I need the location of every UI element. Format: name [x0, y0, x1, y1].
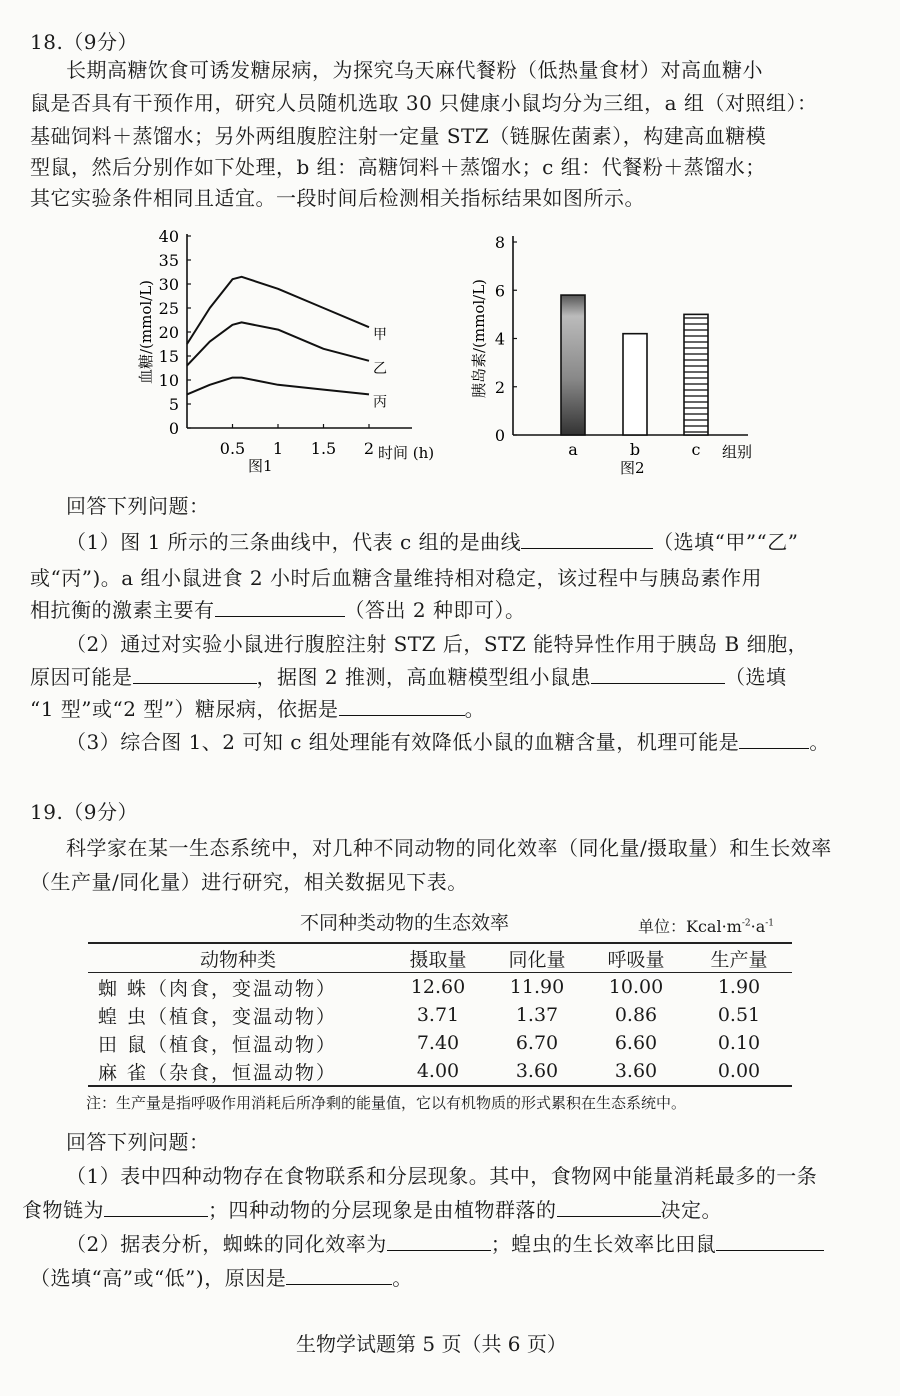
q18-sub2-text: （选填 — [724, 665, 787, 689]
q18-intro-line: 基础饲料＋蒸馏水；另外两组腹腔注射一定量 STZ（链脲佐菌素），构建高血糖模 — [30, 124, 767, 148]
column-header: 动物种类 — [199, 948, 276, 971]
q19-intro-line: 科学家在某一生态系统中，对几种不同动物的同化效率（同化量/摄取量）和生长效率 — [66, 836, 832, 860]
unit-exponent: -2 — [741, 918, 751, 929]
table-cell: 10.00 — [608, 976, 664, 998]
table-cell: 0.86 — [614, 1004, 658, 1026]
question-18-number: 18.（9分） — [30, 30, 139, 54]
table-cell: 6.70 — [515, 1032, 559, 1054]
q19-sub1-text: 食物链为 — [22, 1198, 104, 1222]
q19-answer-prompt: 回答下列问题： — [66, 1130, 210, 1154]
q18-sub1-text: 相抗衡的激素主要有 — [30, 598, 215, 622]
q18-sub2-line1: （2）通过对实验小鼠进行腹腔注射 STZ 后，STZ 能特异性作用于胰岛 B 细胞， — [66, 632, 809, 656]
y-tick-label: 10 — [158, 371, 179, 390]
bar-a — [561, 295, 585, 435]
x-tick-label: c — [691, 440, 701, 459]
answer-blank[interactable] — [133, 665, 257, 684]
table-cell: 蜘 蛛（肉食，变温动物） — [98, 977, 338, 1000]
table-cell: 3.60 — [614, 1060, 658, 1082]
y-tick-label: 20 — [158, 323, 179, 342]
q18-intro-line: 其它实验条件相同且适宜。一段时间后检测相关指标结果如图所示。 — [30, 186, 645, 210]
q19-sub2-line1 — [66, 1232, 824, 1256]
q18-sub1-line1 — [66, 530, 799, 554]
bar-c — [684, 314, 708, 435]
table-cell: 11.90 — [509, 976, 565, 998]
q18-sub1-text: （1）图 1 所示的三条曲线中，代表 c 组的是曲线 — [66, 530, 522, 554]
q19-sub2-line2 — [30, 1266, 413, 1290]
series-label: 丙 — [373, 394, 387, 411]
y-tick-label: 40 — [158, 227, 179, 246]
answer-blank[interactable] — [387, 1232, 491, 1251]
y-tick-label: 0 — [168, 419, 179, 438]
table-row — [88, 1057, 792, 1086]
y-tick-label: 4 — [494, 329, 505, 349]
figure-2-bar-chart — [460, 225, 780, 480]
q19-sub2-text: ；蝗虫的生长效率比田鼠 — [490, 1232, 717, 1256]
unit-text: 单位：Kcal·m — [638, 917, 742, 936]
q18-sub1-text: （选填“甲”“乙” — [653, 530, 799, 554]
bar-b — [623, 334, 647, 435]
table-cell: 4.00 — [416, 1060, 460, 1082]
x-tick-label: b — [629, 440, 641, 459]
table-cell: 0.51 — [717, 1004, 761, 1026]
table-cell: 6.60 — [614, 1032, 658, 1054]
x-tick-label: 2 — [363, 439, 375, 458]
q18-answer-prompt: 回答下列问题： — [66, 494, 210, 518]
answer-blank[interactable] — [215, 598, 345, 617]
y-tick-label: 8 — [494, 233, 505, 252]
column-header: 生产量 — [710, 948, 768, 971]
y-axis-label: 胰岛素/(mmol/L) — [470, 278, 488, 399]
q19-sub1-text: 决定。 — [660, 1198, 722, 1222]
y-tick-label: 5 — [168, 395, 179, 414]
q18-intro-line: 型鼠，然后分别作如下处理，b 组：高糖饲料＋蒸馏水；c 组：代餐粉＋蒸馏水； — [30, 155, 766, 179]
series-line-3 — [187, 378, 369, 395]
q18-sub2-line3 — [30, 697, 485, 721]
unit-text: ·a — [750, 917, 766, 936]
y-tick-label: 15 — [158, 347, 179, 366]
page-footer: 生物学试题第 5 页（共 6 页） — [296, 1332, 567, 1356]
q18-sub2-text: ，据图 2 推测，高血糖模型组小鼠患 — [256, 665, 591, 689]
unit-exponent: -1 — [765, 918, 775, 929]
y-tick-label: 25 — [158, 299, 179, 318]
table-cell: 3.71 — [416, 1004, 460, 1026]
table-cell: 1.37 — [515, 1004, 559, 1026]
table-row — [88, 973, 792, 1002]
q18-sub1-line2: 或“丙”)。a 组小鼠进食 2 小时后血糖含量维持相对稳定，该过程中与胰岛素作用 — [30, 566, 762, 590]
answer-blank[interactable] — [591, 665, 725, 684]
answer-blank[interactable] — [739, 730, 809, 749]
series-line-1 — [187, 277, 369, 344]
column-header: 摄取量 — [409, 948, 467, 971]
table-cell: 蝗 虫（植食，变温动物） — [98, 1005, 338, 1028]
q18-sub3-line1 — [66, 730, 830, 754]
table-cell: 1.90 — [717, 976, 761, 998]
y-tick-label: 2 — [494, 377, 505, 397]
table-cell: 0.00 — [717, 1060, 761, 1082]
figure-1-line-chart — [130, 225, 450, 480]
q18-sub1-line3 — [30, 598, 525, 622]
q18-intro-line: 鼠是否具有干预作用，研究人员随机选取 30 只健康小鼠均分为三组，a 组（对照组）： — [30, 91, 818, 115]
x-tick-label: 0.5 — [219, 439, 246, 458]
x-axis-label: 组别 — [722, 443, 753, 461]
q19-sub2-text: （选填“高”或“低”)，原因是 — [30, 1266, 287, 1290]
question-19-number: 19.（9分） — [30, 800, 139, 824]
y-tick-label: 6 — [494, 281, 505, 301]
series-label: 甲 — [373, 327, 387, 344]
table-row — [88, 1001, 792, 1029]
table-cell: 麻 雀（杂食，恒温动物） — [98, 1061, 338, 1084]
answer-blank[interactable] — [104, 1198, 208, 1217]
q18-sub3-text: （3）综合图 1、2 可知 c 组处理能有效降低小鼠的血糖含量，机理可能是 — [66, 730, 740, 754]
column-header: 同化量 — [508, 948, 566, 971]
q18-sub2-text: 原因可能是 — [30, 665, 133, 689]
table-cell: 7.40 — [416, 1032, 460, 1054]
q19-sub1-line1: （1）表中四种动物存在食物联系和分层现象。其中，食物网中能量消耗最多的一条 — [66, 1164, 818, 1188]
x-tick-label: 1.5 — [310, 439, 337, 458]
q19-sub2-text: 。 — [392, 1266, 413, 1290]
table-note: 注：生产量是指呼吸作用消耗后所净剩的能量值，它以有机物质的形式累积在生态系统中。 — [86, 1094, 687, 1112]
q18-sub2-line2 — [30, 665, 786, 689]
q18-sub2-text: “1 型”或“2 型”）糖尿病，依据是 — [30, 697, 339, 721]
answer-blank[interactable] — [339, 697, 465, 716]
y-tick-label: 35 — [158, 251, 179, 270]
chart-title: 图2 — [620, 459, 645, 477]
q18-sub1-text: （答出 2 种即可）。 — [344, 598, 526, 622]
y-tick-label: 0 — [494, 426, 505, 445]
q19-intro-line: （生产量/同化量）进行研究，相关数据见下表。 — [30, 870, 468, 894]
y-tick-label: 30 — [158, 275, 179, 294]
q19-sub1-text: ；四种动物的分层现象是由植物群落的 — [208, 1198, 557, 1222]
answer-blank[interactable] — [716, 1232, 824, 1251]
y-axis-label: 血糖/(mmol/L) — [137, 279, 155, 385]
table-header-row — [88, 943, 792, 973]
table-cell: 12.60 — [410, 976, 466, 998]
answer-blank[interactable] — [286, 1266, 392, 1285]
ecological-efficiency-table — [88, 942, 792, 1087]
q19-sub2-text: （2）据表分析，蜘蛛的同化效率为 — [66, 1232, 387, 1256]
q18-intro-line: 长期高糖饮食可诱发糖尿病，为探究乌天麻代餐粉（低热量食材）对高血糖小 — [66, 58, 763, 82]
table-title: 不同种类动物的生态效率 — [300, 912, 510, 934]
table-cell: 0.10 — [717, 1032, 761, 1054]
table-cell: 3.60 — [515, 1060, 559, 1082]
x-axis-label: 时间 (h) — [378, 444, 435, 462]
x-tick-label: a — [568, 440, 578, 459]
table-unit — [638, 914, 774, 937]
answer-blank[interactable] — [521, 530, 653, 549]
q18-sub2-text: 。 — [464, 697, 486, 721]
chart-title: 图1 — [248, 457, 273, 475]
q19-sub1-line2 — [22, 1198, 722, 1222]
series-line-2 — [187, 322, 369, 365]
series-label: 乙 — [373, 360, 387, 377]
column-header: 呼吸量 — [607, 948, 665, 971]
x-tick-label: 1 — [272, 439, 284, 458]
table-row — [88, 1029, 792, 1057]
q18-sub3-text: 。 — [809, 730, 830, 754]
answer-blank[interactable] — [557, 1198, 661, 1217]
table-cell: 田 鼠（植食，恒温动物） — [98, 1033, 338, 1056]
